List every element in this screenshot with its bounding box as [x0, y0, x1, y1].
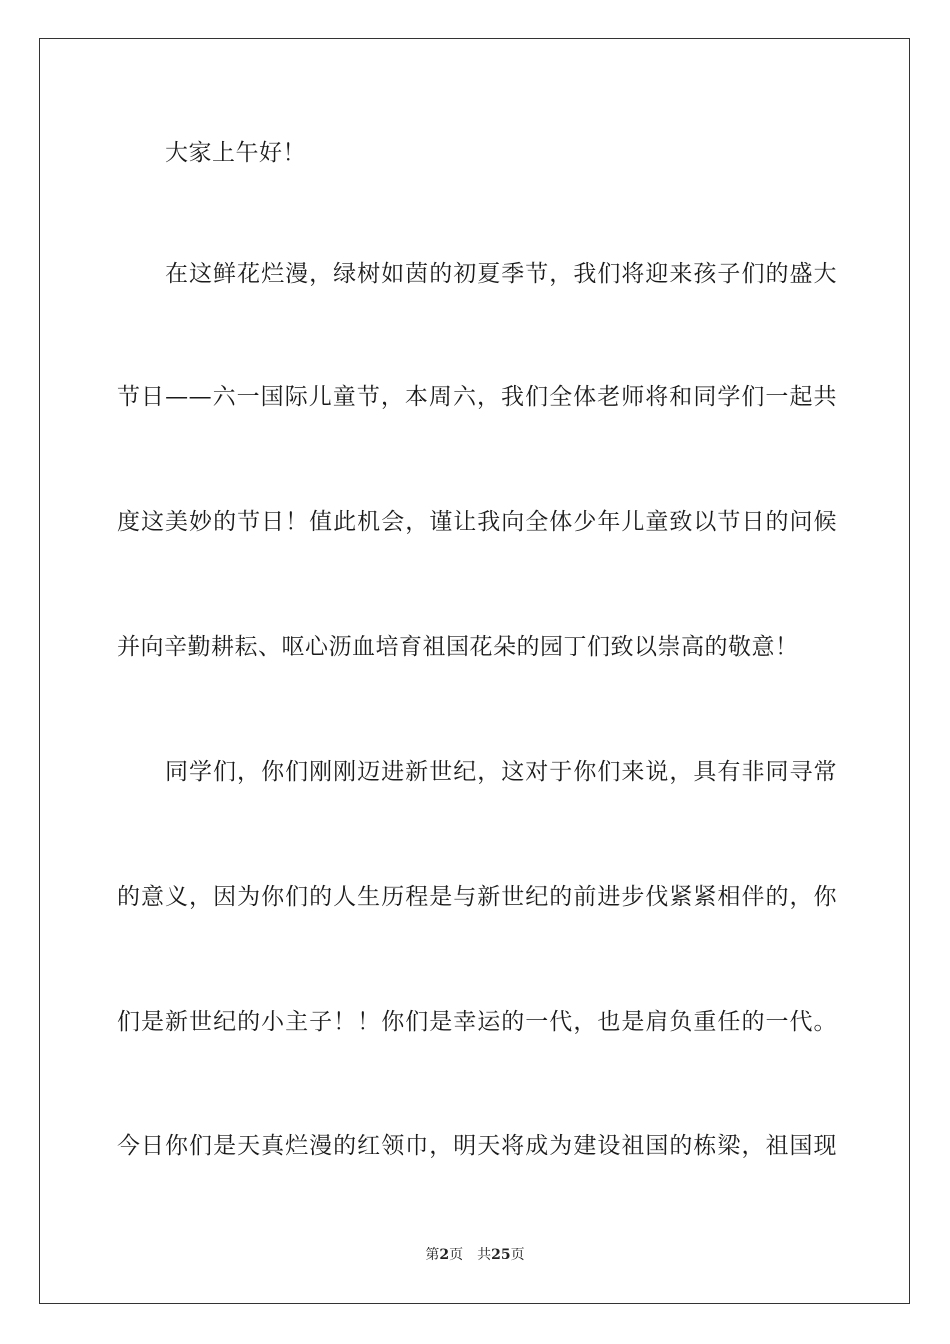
- text-line-paragraph-3-1: 今日你们是天真烂漫的红领巾，明天将成为建设祖国的栋梁，祖国现: [117, 1133, 837, 1159]
- text-line-greeting: 大家上午好！: [165, 140, 306, 166]
- text-line-paragraph-2-1: 同学们，你们刚刚迈进新世纪，这对于你们来说，具有非同寻常: [165, 759, 837, 785]
- text-line-paragraph-1-2: 节日——六一国际儿童节，本周六，我们全体老师将和同学们一起共: [117, 384, 837, 410]
- total-prefix: 共: [477, 1247, 492, 1263]
- total-pages: 25: [491, 1247, 511, 1263]
- text-line-paragraph-1-1: 在这鲜花烂漫，绿树如茵的初夏季节，我们将迎来孩子们的盛大: [165, 261, 837, 287]
- total-suffix: 页: [510, 1247, 525, 1263]
- page-number: 2: [439, 1247, 450, 1263]
- text-line-paragraph-2-2: 的意义，因为你们的人生历程是与新世纪的前进步伐紧紧相伴的，你: [117, 884, 837, 910]
- page-prefix: 第: [425, 1247, 440, 1263]
- text-line-paragraph-1-4: 并向辛勤耕耘、呕心沥血培育祖国花朵的园丁们致以崇高的敬意！: [117, 634, 799, 660]
- page-frame: [39, 38, 910, 1304]
- page-suffix: 页: [449, 1247, 464, 1263]
- page-footer: [0, 1246, 950, 1264]
- text-line-paragraph-1-3: 度这美妙的节日！值此机会，谨让我向全体少年儿童致以节日的问候: [117, 509, 837, 535]
- text-line-paragraph-2-3: 们是新世纪的小主子！！你们是幸运的一代，也是肩负重任的一代。: [117, 1009, 837, 1035]
